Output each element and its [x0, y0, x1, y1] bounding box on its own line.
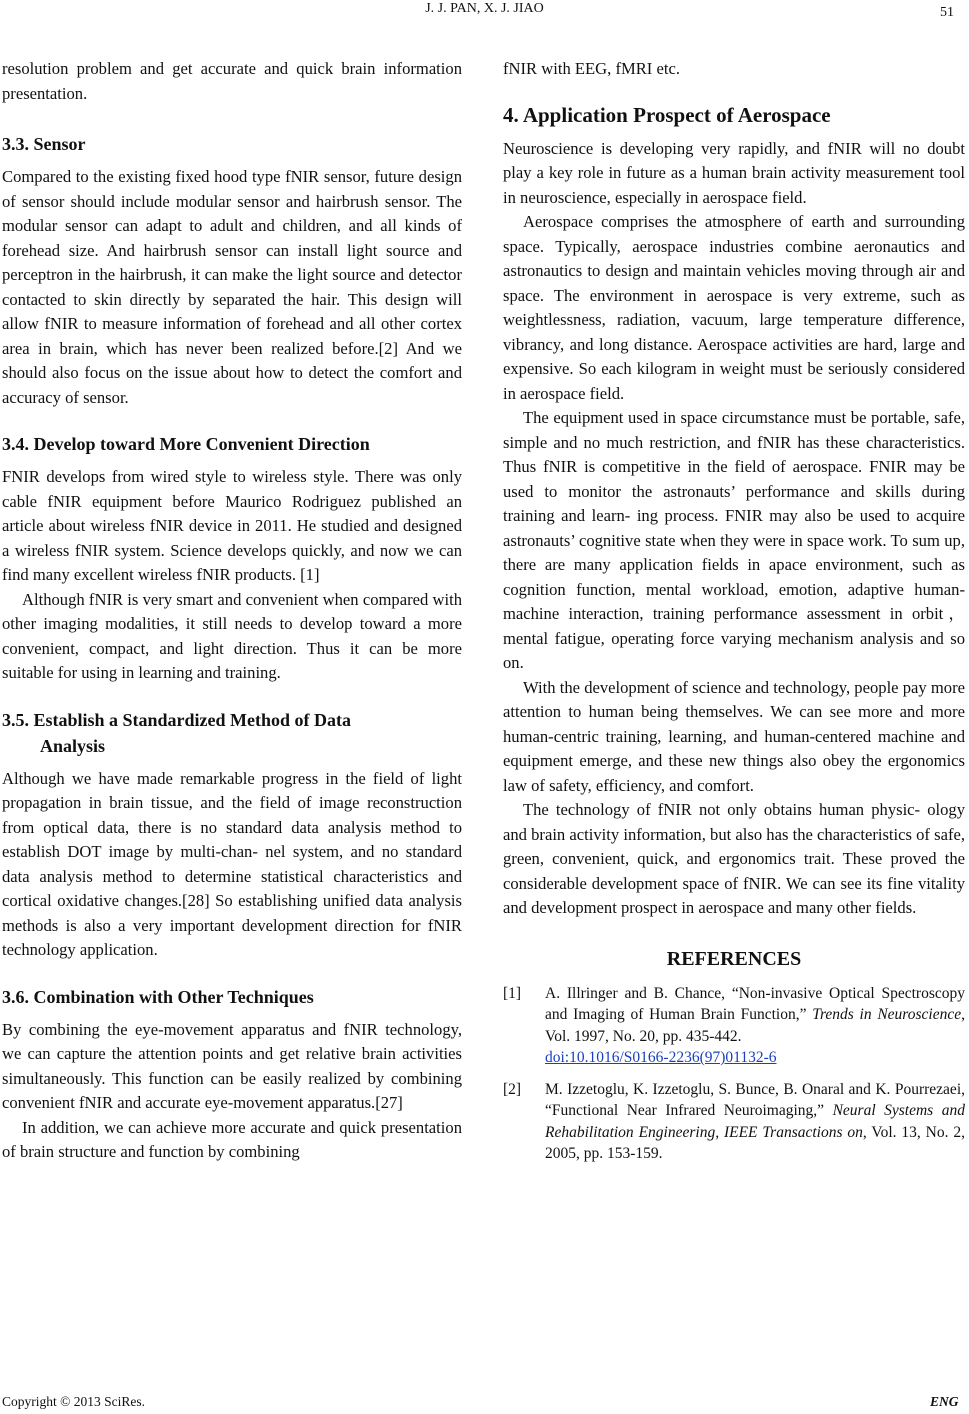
paragraph: With the development of science and technology, people pay more attention to human being themselves. We can see more and more human-centric training, learning, and human-centered machine and equipment emerge, and these new things also obey the ergonomics law of safety, efficiency, and comfort.	[503, 677, 965, 795]
section-heading: 4. Application Prospect of Aerospace	[503, 102, 831, 127]
reference-authors: A. Illringer and B. Chance, “Non-invasive Optical Spectroscopy and Imaging of Human Brain Function,”	[545, 984, 965, 1023]
section-heading-line2: Analysis	[40, 735, 106, 756]
reference-details: , Vol. 13, No. 2, 2005, pp. 153-159.	[545, 1123, 965, 1162]
right-column	[503, 57, 965, 1165]
paragraph: resolution problem and get accurate and quick brain information presentation.	[2, 59, 462, 103]
paragraph: The technology of fNIR not only obtains human physic- ology and brain activity information, but also has the characteristics of safe, green, convenient, quick, and ergonomics trait. These proved the considerable development space of fNIR. We can see its fine vitality and development prospect in aerospace and many other fields.	[503, 800, 965, 917]
reference-journal: Trends in Neuroscience	[812, 1006, 962, 1023]
section-heading: 3.3. Sensor	[2, 134, 86, 154]
reference-number: [1]	[503, 984, 522, 1002]
reference-details: , Vol. 1997, No. 20, pp. 435-442.	[545, 1006, 965, 1045]
journal-code: ENG	[930, 1394, 959, 1409]
paragraph: In addition, we can achieve more accurate and quick presentation of brain structure and function by combining	[2, 1117, 462, 1161]
paragraph: Although fNIR is very smart and convenient when compared with other imaging modalities, it still needs to develop toward a more convenient, compact, and light direction. Thus it can be more suitable for using in learning and training.	[2, 589, 462, 682]
paragraph: Aerospace comprises the atmosphere of earth and surrounding space. Typically, aerospace industries combine aeronautics and astronautics to design and maintain vehicles moving through air and space. The environment in aerospace is very extreme, such as weightlessness, radiation, vacuum, large temperature difference, vibrancy, and long distance. Aerospace activities are hard, large and expensive. So each kilogram in weight must be seriously considered in aerospace field.	[503, 212, 965, 403]
reference-number: [2]	[503, 1080, 522, 1098]
page-number: 51	[940, 5, 954, 20]
reference-journal: Neural Systems and Rehabilitation Engineering, IEEE Transactions on	[545, 1102, 965, 1141]
references-heading: REFERENCES	[666, 947, 802, 970]
section-heading: 3.6. Combination with Other Techniques	[2, 986, 314, 1007]
left-column	[2, 57, 462, 1165]
reference-text	[545, 1079, 965, 1165]
reference-authors: M. Izzetoglu, K. Izzetoglu, S. Bunce, B. Onaral and K. Pourrezaei, “Functional Near Infrared Neuroimaging,”	[545, 1080, 965, 1119]
reference-item	[503, 983, 965, 1069]
paragraph: FNIR develops from wired style to wireless style. There was only cable fNIR equipment before Maurico Rodriguez published an article about wireless fNIR device in 2011. He studied and designed a wireless fNIR system. Science develops quickly, and now we can find many excellent wireless fNIR products. [1]	[2, 467, 462, 584]
paragraph: The equipment used in space circumstance must be portable, safe, simple and no much restriction, and fNIR has these characteristics. Thus fNIR is competitive in the field of aerospace. FNIR may be used to monitor the astronauts’ performance and skills during training and learn- ing process. FNIR may also be used to acquire astronauts’ cognitive state when they were in space work. To sum up, there are many application fields in apace environment, such as cognition function, mental workload, emotion, adaptive human-machine interaction, training performance assessment in orbit，mental fatigue, operating force varying mechanism analysis and so on.	[503, 408, 965, 672]
running-header: J. J. PAN, X. J. JIAO	[425, 1, 544, 16]
paragraph: Although we have made remarkable progress in the field of light propagation in brain tissue, and the field of image reconstruction from optical data, there is no standard data analysis method to establish DOT image by multi-chan- nel system, and no standard data analysis method to determine statistical characteristics and cortical oxidative changes.[28] So establishing unified data analysis methods is also a very important development direction for fNIR technology application.	[2, 768, 462, 959]
section-heading-line1: 3.5. Establish a Standardized Method of Data	[2, 709, 352, 730]
copyright-footer: Copyright © 2013 SciRes.	[2, 1394, 146, 1409]
paragraph: By combining the eye-movement apparatus and fNIR technology, we can capture the attention points and get relative brain activities simultaneously. This function can be easily realized by combining convenient fNIR and accurate eye-movement apparatus.[27]	[2, 1019, 462, 1112]
doi-link[interactable]: doi:10.1016/S0166-2236(97)01132-6	[545, 1049, 777, 1066]
section-heading	[2, 707, 462, 759]
paragraph: fNIR with EEG, fMRI etc.	[503, 59, 680, 78]
section-heading: 3.4. Develop toward More Convenient Direction	[2, 434, 370, 454]
paragraph: Compared to the existing fixed hood type fNIR sensor, future design of sensor should include modular sensor and hairbrush sensor. The modular sensor can adapt to adult and children, and all kinds of forehead size. And hairbrush sensor can install light source and perceptron in the hairbrush, it can make the light source and detector contacted to skin directly by separated the hair. This design will allow fNIR to measure information of forehead and all other cortex area in brain, which has never been realized before.[2] And we should also focus on the issue about how to detect the comfort and accuracy of sensor.	[2, 167, 462, 407]
reference-text	[545, 983, 965, 1069]
reference-item	[503, 1079, 965, 1165]
paragraph: Neuroscience is developing very rapidly, and fNIR will no doubt play a key role in future as a human brain activity measurement tool in neuroscience, especially in aerospace field.	[503, 138, 965, 207]
